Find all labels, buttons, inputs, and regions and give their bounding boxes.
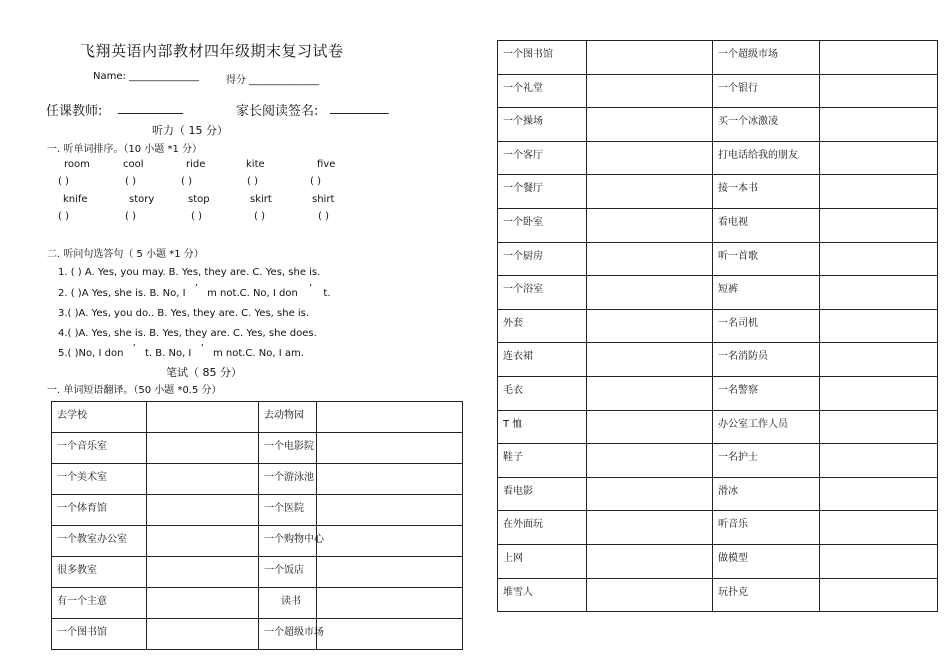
phrase-cell: 很多教室	[52, 557, 147, 588]
phrase-cell: 一名司机	[713, 309, 820, 343]
phrase-cell: 买一个冰激凌	[713, 108, 820, 142]
phrase-cell: 上网	[498, 544, 587, 578]
translation-table-right	[497, 40, 938, 612]
table-row	[498, 477, 938, 511]
answer-cell[interactable]	[147, 557, 259, 588]
translation-table-left	[51, 401, 463, 650]
table-row	[498, 309, 938, 343]
phrase-cell: 一个超级市场	[713, 41, 820, 75]
table-row	[498, 108, 938, 142]
word-kite: kite	[246, 159, 265, 170]
table-row	[498, 175, 938, 209]
written-heading: 一. 单词短语翻译。（50 小题 *0.5 分）	[47, 385, 222, 396]
answer-cell[interactable]	[587, 74, 713, 108]
listening-title: 听力（ 15 分）	[152, 124, 228, 137]
phrase-cell: 一个医院	[259, 495, 317, 526]
phrase-cell: 一名消防员	[713, 343, 820, 377]
word-ride: ride	[186, 159, 206, 170]
phrase-cell: 一个电影院	[259, 433, 317, 464]
question-2: 2. ( )A Yes, she is. B. No, I ’ m not.C. No, I don ’ t.	[58, 283, 331, 299]
answer-cell[interactable]	[587, 242, 713, 276]
answer-blank[interactable]: ( )	[58, 176, 69, 187]
phrase-cell: 连衣裙	[498, 343, 587, 377]
answer-cell[interactable]	[587, 108, 713, 142]
answer-cell[interactable]	[317, 619, 463, 650]
answer-cell[interactable]	[587, 376, 713, 410]
phrase-cell: 一个教室办公室	[52, 526, 147, 557]
table-row	[498, 141, 938, 175]
answer-cell[interactable]	[147, 495, 259, 526]
phrase-cell: 毛衣	[498, 376, 587, 410]
answer-cell[interactable]	[587, 276, 713, 310]
phrase-cell: 滑冰	[713, 477, 820, 511]
phrase-cell: T 恤	[498, 410, 587, 444]
answer-blank[interactable]: ( )	[125, 176, 136, 187]
table-row	[52, 464, 463, 495]
answer-cell[interactable]	[820, 477, 938, 511]
phrase-cell: 一个饭店	[259, 557, 317, 588]
answer-blank[interactable]: ( )	[318, 211, 329, 222]
page-title: 飞翔英语内部教材四年级期末复习试卷	[80, 42, 344, 60]
table-row	[52, 402, 463, 433]
answer-cell[interactable]	[587, 309, 713, 343]
answer-cell[interactable]	[820, 578, 938, 612]
phrase-cell: 打电话给我的朋友	[713, 141, 820, 175]
table-row	[498, 41, 938, 75]
phrase-cell: 一个客厅	[498, 141, 587, 175]
answer-cell[interactable]	[317, 464, 463, 495]
answer-cell[interactable]	[587, 444, 713, 478]
table-row	[498, 376, 938, 410]
question-5: 5.( )No, I don ’ t. B. No, I ’ m not.C. No, I am.	[58, 343, 304, 359]
phrase-cell: 一名护士	[713, 444, 820, 478]
phrase-cell: 一个礼堂	[498, 74, 587, 108]
word-story: story	[129, 194, 155, 205]
phrase-cell: 一个游泳池	[259, 464, 317, 495]
phrase-cell: 一个图书馆	[498, 41, 587, 75]
table-row	[498, 343, 938, 377]
table-row	[498, 444, 938, 478]
word-five: five	[317, 159, 336, 170]
answer-cell[interactable]	[820, 410, 938, 444]
answer-cell[interactable]	[147, 619, 259, 650]
phrase-cell: 一个卧室	[498, 208, 587, 242]
answer-cell[interactable]	[820, 309, 938, 343]
word-shirt: shirt	[312, 194, 335, 205]
answer-cell[interactable]	[587, 175, 713, 209]
table-row	[52, 619, 463, 650]
phrase-cell: 一名警察	[713, 376, 820, 410]
answer-cell[interactable]	[587, 41, 713, 75]
answer-cell[interactable]	[147, 464, 259, 495]
phrase-cell: 一个浴室	[498, 276, 587, 310]
phrase-cell: 鞋子	[498, 444, 587, 478]
table-row	[498, 410, 938, 444]
phrase-cell: 一个图书馆	[52, 619, 147, 650]
answer-cell[interactable]	[587, 141, 713, 175]
section1-heading: 一. 听单词排序。（10 小题 *1 分）	[47, 144, 202, 155]
answer-cell[interactable]	[820, 511, 938, 545]
answer-cell[interactable]	[317, 557, 463, 588]
answer-cell[interactable]	[587, 544, 713, 578]
phrase-cell: 看电影	[498, 477, 587, 511]
phrase-cell: 一个音乐室	[52, 433, 147, 464]
answer-cell[interactable]	[317, 526, 463, 557]
phrase-cell: 一个体育馆	[52, 495, 147, 526]
question-3: 3.( )A. Yes, you do.. B. Yes, they are. C. Yes, she is.	[58, 308, 310, 319]
answer-cell[interactable]	[147, 526, 259, 557]
phrase-cell: 在外面玩	[498, 511, 587, 545]
phrase-cell: 听一首歌	[713, 242, 820, 276]
question-4: 4.( )A. Yes, she is. B. Yes, they are. C. Yes, she does.	[58, 328, 317, 339]
word-stop: stop	[188, 194, 210, 205]
answer-cell[interactable]	[820, 108, 938, 142]
score-field[interactable]: 得分 ______________	[226, 75, 320, 86]
answer-cell[interactable]	[587, 511, 713, 545]
answer-blank[interactable]: ( )	[125, 211, 136, 222]
phrase-cell: 看电视	[713, 208, 820, 242]
table-row	[52, 526, 463, 557]
answer-cell[interactable]	[317, 588, 463, 619]
phrase-cell: 接一本书	[713, 175, 820, 209]
answer-cell[interactable]	[317, 402, 463, 433]
table-row	[498, 276, 938, 310]
phrase-cell: 一个操场	[498, 108, 587, 142]
parent-signature-label: 家长阅读签名:	[236, 104, 319, 119]
answer-blank[interactable]: ( )	[254, 211, 265, 222]
table-row	[52, 495, 463, 526]
teacher-field[interactable]: __________	[118, 100, 183, 115]
phrase-cell: 听音乐	[713, 511, 820, 545]
table-row	[498, 208, 938, 242]
answer-cell[interactable]	[147, 402, 259, 433]
word-cool: cool	[123, 159, 144, 170]
answer-cell[interactable]	[820, 242, 938, 276]
answer-cell[interactable]	[820, 208, 938, 242]
answer-cell[interactable]	[820, 444, 938, 478]
answer-blank[interactable]: ( )	[181, 176, 192, 187]
answer-cell[interactable]	[820, 544, 938, 578]
table-row	[498, 511, 938, 545]
phrase-cell: 一个银行	[713, 74, 820, 108]
phrase-cell: 去学校	[52, 402, 147, 433]
phrase-cell: 做模型	[713, 544, 820, 578]
teacher-label: 任课教师:	[46, 104, 103, 119]
answer-cell[interactable]	[587, 578, 713, 612]
phrase-cell: 办公室工作人员	[713, 410, 820, 444]
answer-cell[interactable]	[587, 343, 713, 377]
answer-cell[interactable]	[317, 433, 463, 464]
word-skirt: skirt	[250, 194, 272, 205]
phrase-cell: 有一个主意	[52, 588, 147, 619]
table-row	[498, 578, 938, 612]
answer-cell[interactable]	[587, 208, 713, 242]
answer-blank[interactable]: ( )	[310, 176, 321, 187]
phrase-cell: 读书	[259, 588, 317, 619]
section2-heading: 二. 听问句选答句（ 5 小题 *1 分）	[47, 249, 204, 260]
phrase-cell: 一个购物中心	[259, 526, 317, 557]
word-room: room	[64, 159, 90, 170]
answer-cell[interactable]	[587, 477, 713, 511]
table-row	[52, 557, 463, 588]
answer-cell[interactable]	[820, 74, 938, 108]
answer-cell[interactable]	[820, 276, 938, 310]
answer-cell[interactable]	[317, 495, 463, 526]
answer-cell[interactable]	[820, 376, 938, 410]
phrase-cell: 一个餐厅	[498, 175, 587, 209]
answer-cell[interactable]	[820, 343, 938, 377]
answer-cell[interactable]	[147, 433, 259, 464]
table-row	[498, 74, 938, 108]
parent-signature-field[interactable]: _________	[330, 100, 389, 115]
answer-cell[interactable]	[147, 588, 259, 619]
phrase-cell: 一个厨房	[498, 242, 587, 276]
table-row	[498, 242, 938, 276]
answer-cell[interactable]	[820, 141, 938, 175]
answer-blank[interactable]: ( )	[58, 211, 69, 222]
phrase-cell: 一个美术室	[52, 464, 147, 495]
phrase-cell: 一个超级市场	[259, 619, 317, 650]
answer-cell[interactable]	[820, 41, 938, 75]
phrase-cell: 去动物园	[259, 402, 317, 433]
answer-cell[interactable]	[820, 175, 938, 209]
word-knife: knife	[63, 194, 88, 205]
phrase-cell: 堆雪人	[498, 578, 587, 612]
phrase-cell: 玩扑克	[713, 578, 820, 612]
table-row	[498, 544, 938, 578]
written-title: 笔试（ 85 分）	[166, 366, 242, 379]
answer-blank[interactable]: ( )	[191, 211, 202, 222]
answer-blank[interactable]: ( )	[247, 176, 258, 187]
phrase-cell: 外套	[498, 309, 587, 343]
question-1: 1. ( ) A. Yes, you may. B. Yes, they are. C. Yes, she is.	[58, 267, 321, 278]
answer-cell[interactable]	[587, 410, 713, 444]
table-row	[52, 433, 463, 464]
phrase-cell: 短裤	[713, 276, 820, 310]
name-field[interactable]: Name: ______________	[93, 71, 200, 82]
table-row	[52, 588, 463, 619]
